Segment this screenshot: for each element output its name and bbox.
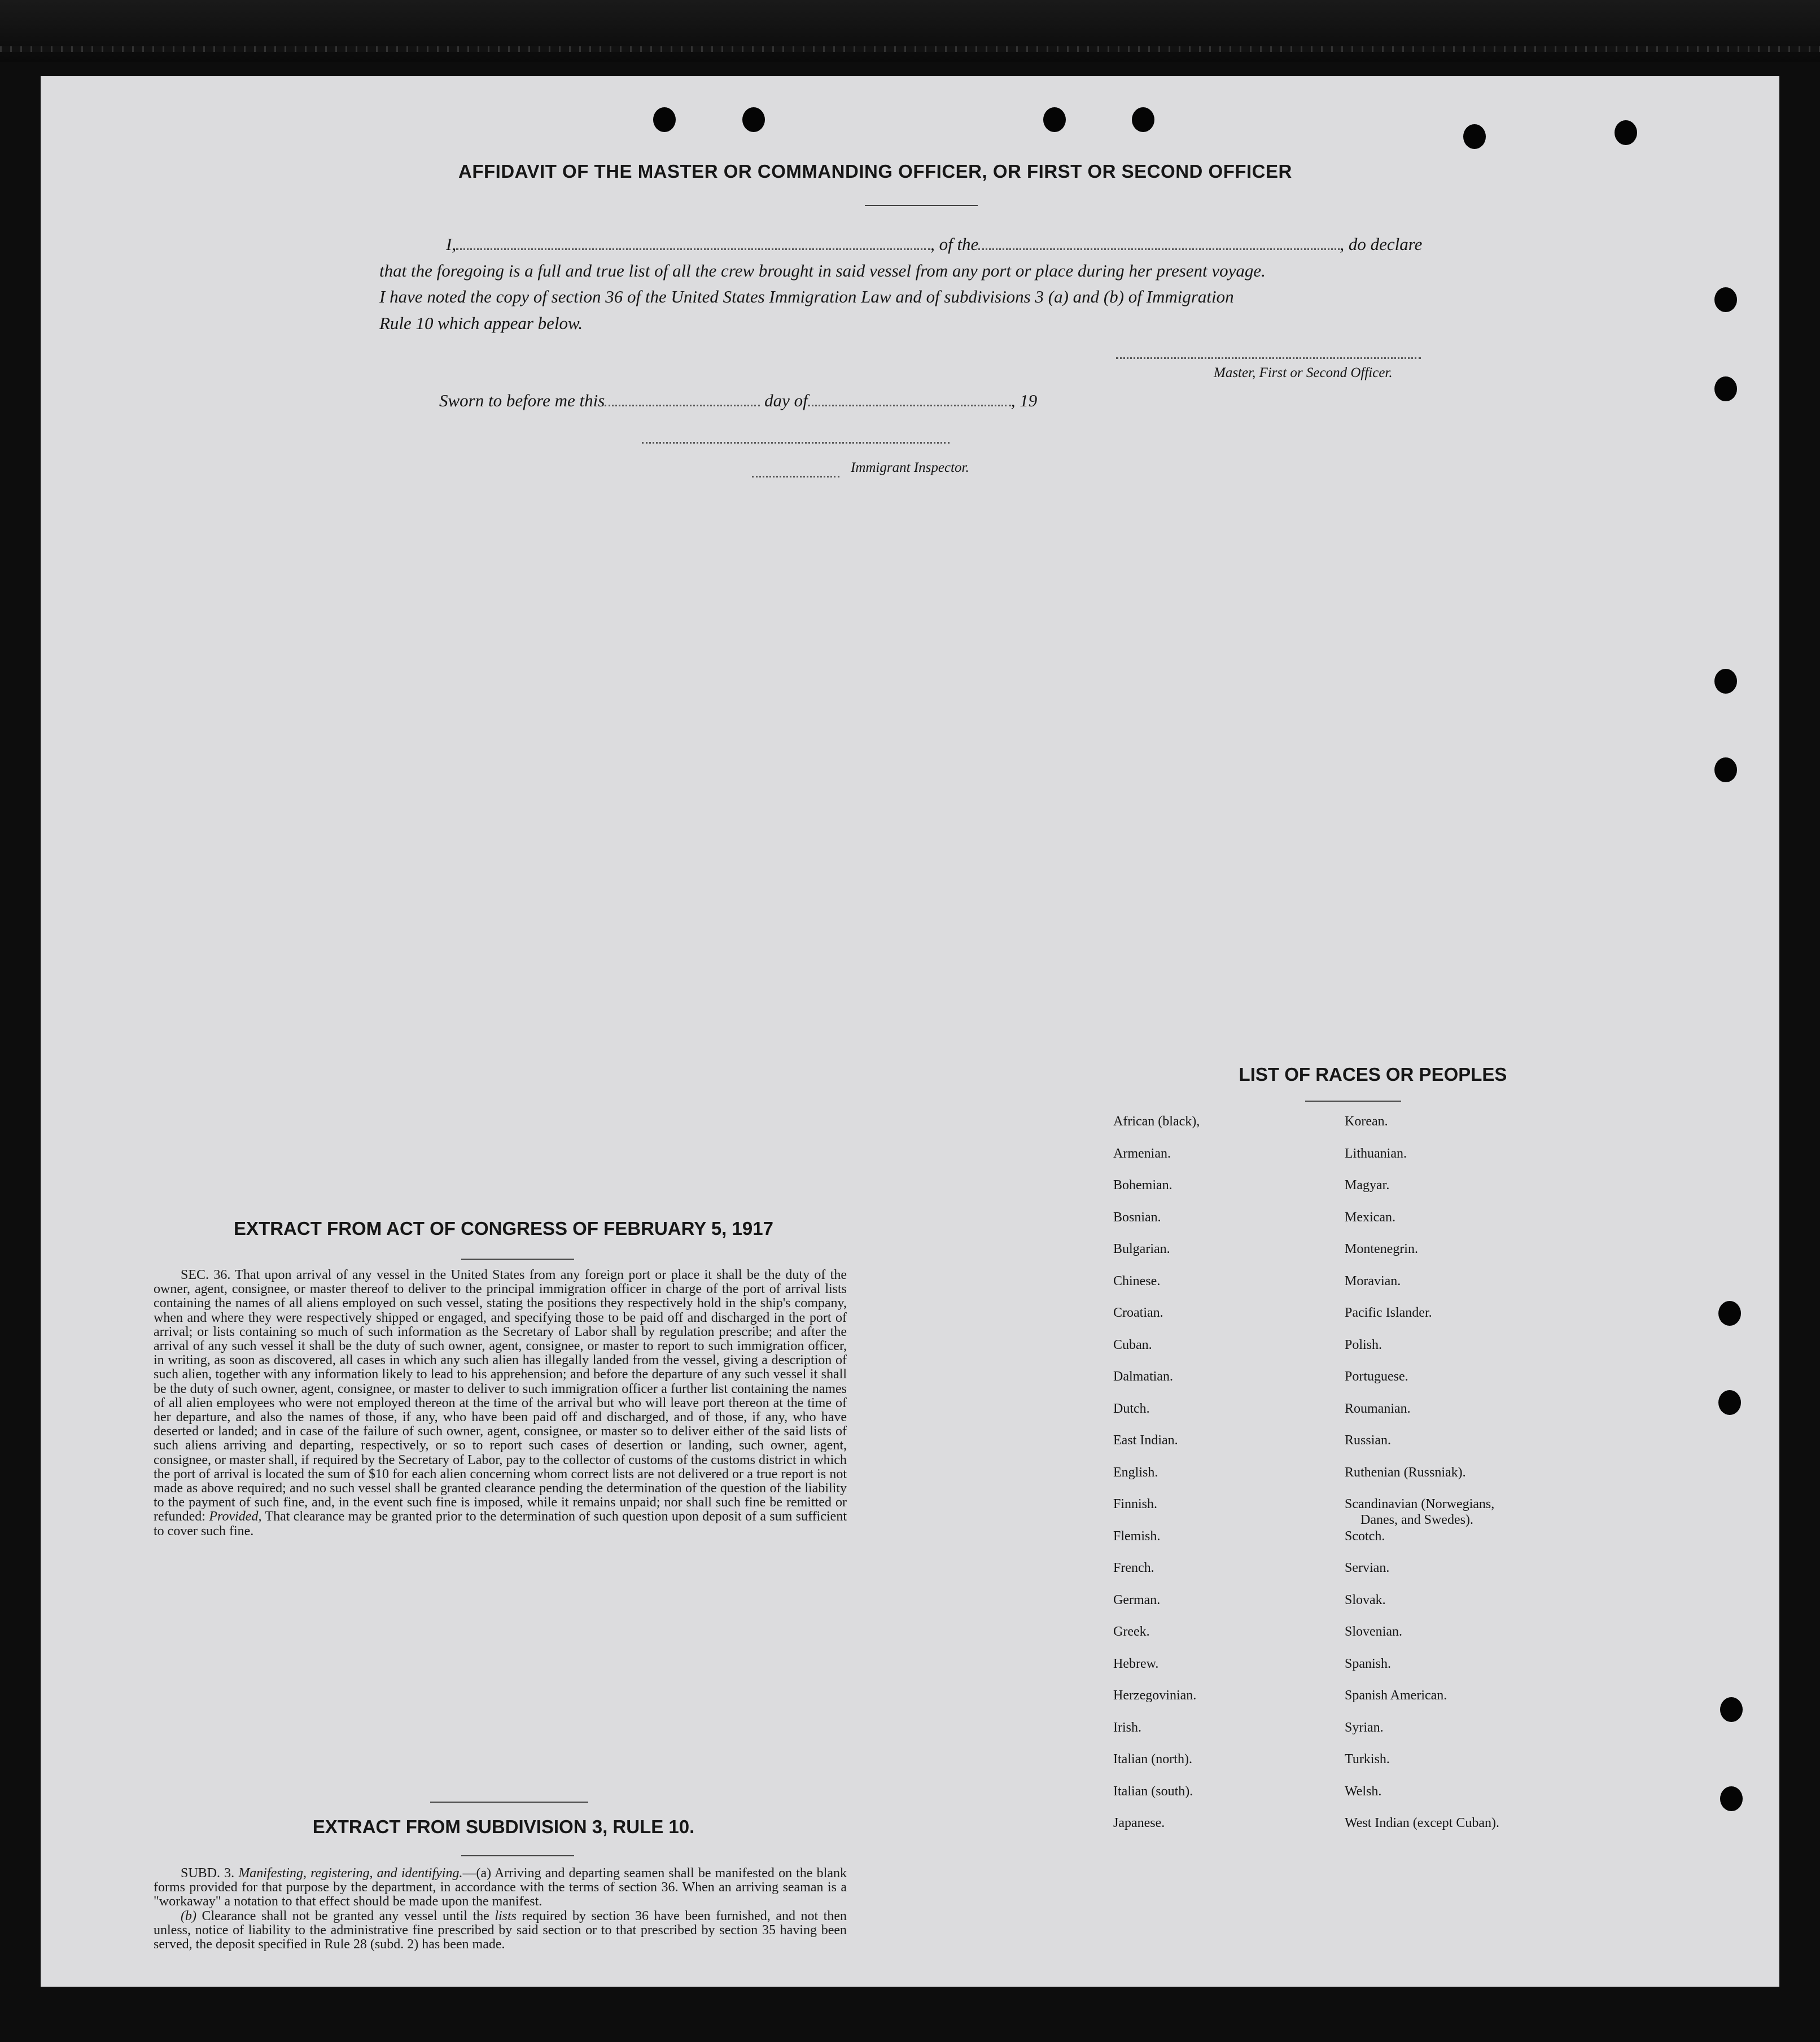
race-item-scandinavian: Scandinavian (Norwegians,: [1345, 1497, 1495, 1511]
punch-hole: [1615, 120, 1637, 145]
race-item: Herzegovinian.: [1113, 1688, 1197, 1703]
punch-hole: [1714, 669, 1737, 694]
race-item: African (black),: [1113, 1114, 1200, 1129]
month-blank[interactable]: [808, 391, 1011, 406]
affidavit-line-3: I have noted the copy of section 36 of the United States Immigration Law and of subdivisions 3 (a) and (b) of Immigration: [379, 287, 1234, 306]
race-item: Flemish.: [1113, 1528, 1161, 1544]
sworn-year: , 19: [1010, 391, 1038, 410]
race-item: Croatian.: [1113, 1305, 1163, 1320]
para-a-text: Arriving and departing seamen shall be manifested on the blank forms provided for that purpose by the department, in accordance with the terms of section 36. When an arriving seaman is a "workaway" a notation to that effect should be made upon the manifest.: [154, 1866, 847, 1909]
race-item: East Indian.: [1113, 1433, 1178, 1448]
punch-hole: [1720, 1697, 1743, 1722]
sec-label: SEC. 36.: [181, 1268, 231, 1282]
race-item: Greek.: [1113, 1624, 1150, 1639]
subd-heading: Manifesting, registering, and identifying.: [238, 1866, 463, 1881]
race-item: Syrian.: [1345, 1720, 1384, 1735]
race-item: Spanish American.: [1345, 1688, 1447, 1703]
race-item: Cuban.: [1113, 1337, 1152, 1352]
race-item: [1345, 1496, 1499, 1528]
inspector-signature-label: Immigrant Inspector.: [851, 460, 969, 475]
race-item: Slovenian.: [1345, 1624, 1402, 1639]
rule-extract-body: [154, 1866, 847, 1952]
sworn-prefix: Sworn to before me this: [439, 391, 605, 410]
para-b-text-1: Clearance shall not be granted any vessel until the: [196, 1908, 495, 1923]
punch-hole: [1043, 107, 1066, 132]
race-item: Bohemian.: [1113, 1178, 1172, 1193]
punch-hole: [1714, 757, 1737, 782]
rule-title-rule: [461, 1855, 574, 1856]
punch-hole: [1463, 124, 1486, 149]
race-item: West Indian (except Cuban).: [1345, 1816, 1499, 1830]
punch-hole: [1132, 107, 1154, 132]
race-item: Dutch.: [1113, 1401, 1150, 1416]
sworn-day-of: day of: [764, 391, 808, 410]
para-a-marker: —(a): [462, 1866, 492, 1881]
race-item: Spanish.: [1345, 1656, 1392, 1671]
officer-signature-line[interactable]: [1116, 357, 1421, 359]
punch-hole: [1718, 1390, 1741, 1415]
act-extract-title: EXTRACT FROM ACT OF CONGRESS OF FEBRUARY 5, 1917: [234, 1218, 773, 1239]
race-item: Dalmatian.: [1113, 1369, 1173, 1384]
races-left-column: [1113, 1114, 1200, 1847]
affidavit-line-2: that the foregoing is a full and true list of all the crew brought in said vessel from any port or place during her present voyage.: [379, 261, 1266, 281]
punch-hole: [742, 107, 765, 132]
affidavit-i: I,: [446, 234, 457, 254]
race-item: Korean.: [1345, 1114, 1388, 1129]
para-b-text-2: required by section 36 have been furnished, and not then unless, notice of liability to the administrative fine prescribed by said section or to that prescribed by section 35 having been served, the deposit specified in Rule 28 (subd. 2) has been made.: [154, 1908, 847, 1952]
race-item: Moravian.: [1345, 1273, 1401, 1289]
race-item: Bulgarian.: [1113, 1242, 1170, 1256]
act-title-rule: [461, 1259, 574, 1260]
act-text-2: That clearance may be granted prior to the determination of such question upon deposit of a sum sufficient to cover such fine.: [154, 1509, 847, 1539]
para-b-lists: lists: [495, 1908, 517, 1923]
race-item: Scotch.: [1345, 1528, 1385, 1544]
para-b-marker: (b): [181, 1908, 196, 1923]
act-extract-body: [154, 1268, 847, 1539]
subd-label: SUBD. 3.: [181, 1866, 235, 1881]
race-item: Chinese.: [1113, 1273, 1161, 1289]
race-item: Irish.: [1113, 1720, 1141, 1735]
affidavit-title: AFFIDAVIT OF THE MASTER OR COMMANDING OFFICER, OR FIRST OR SECOND OFFICER: [458, 161, 1292, 182]
race-item: Turkish.: [1345, 1752, 1390, 1767]
race-item: Bosnian.: [1113, 1210, 1161, 1225]
race-item-scandinavian-cont: Danes, and Swedes).: [1360, 1513, 1473, 1527]
affidavit-declare: , do declare: [1340, 234, 1423, 254]
vessel-blank[interactable]: [978, 235, 1340, 250]
race-item: Servian.: [1345, 1561, 1390, 1575]
inspector-signature-line-short[interactable]: [752, 476, 839, 477]
day-blank[interactable]: [605, 391, 760, 406]
race-item: Slovak.: [1345, 1592, 1386, 1607]
race-item: Roumanian.: [1345, 1401, 1411, 1416]
scanner-top-strip: [0, 0, 1820, 62]
affidavit-of-the: , of the: [930, 234, 979, 254]
race-item: Armenian.: [1113, 1146, 1171, 1161]
punch-hole: [653, 107, 676, 132]
race-item: Portuguese.: [1345, 1369, 1408, 1384]
race-item: Magyar.: [1345, 1178, 1390, 1193]
race-item: Pacific Islander.: [1345, 1305, 1432, 1320]
title-rule: [865, 205, 978, 206]
punch-hole: [1714, 376, 1737, 401]
race-item: Polish.: [1345, 1337, 1383, 1352]
race-item: Ruthenian (Russniak).: [1345, 1465, 1466, 1480]
races-title: LIST OF RACES OR PEOPLES: [1239, 1064, 1507, 1085]
race-item: Welsh.: [1345, 1784, 1382, 1799]
race-item: Italian (south).: [1113, 1784, 1193, 1799]
document-page: [41, 76, 1779, 1987]
race-item: German.: [1113, 1592, 1161, 1607]
section-divider: [430, 1802, 588, 1803]
rule-extract-title: EXTRACT FROM SUBDIVISION 3, RULE 10.: [312, 1816, 695, 1837]
act-text-1: That upon arrival of any vessel in the United States from any foreign port or place it shall be the duty of the owner, agent, consignee, or master thereof to deliver to the principal immigration officer in charge of the port of arrival lists containing the names of all aliens employed on such vessel, stating the positions they respectively hold in the ship's company, when and where they were respectively shipped or engaged, and specifying those to be paid off and discharged in the port of arrival; or lists containing so much of such information as the Secretary of Labor shall by regulation prescribe; and after the arrival of any such vessel it shall be the duty of such owner, agent, consignee, or master to report to such immigration officer, in writing, as soon as discovered, all cases in which any such alien has illegally landed from the vessel, giving a description of such alien, together with any information likely to lead to his apprehension; and before the departure of any such vessel it shall be the duty of such owner, agent, consignee, or master to deliver to such immigration officer a further list containing the names of all alien employees who were not employed thereon at the time of the arrival but who will leave port thereon at the time of her departure, and also the names of those, if any, who have been paid off and discharged, and of those, if any, who have deserted or landed; and in case of the failure of such owner, agent, consignee, or master so to deliver either of the said lists of such aliens arriving and departing, respectively, or so to report such cases of desertion or landing, such owner, agent, consignee, or master shall, if required by the Secretary of Labor, pay to the collector of customs of the customs district in which the port of arrival is located the sum of $10 for each alien concerning whom correct lists are not delivered or a true report is not made as above required; and no such vessel shall be granted clearance pending the determination of the question of the liability to the payment of such fine, and, in the event such fine is imposed, while it remains unpaid; nor shall such fine be remitted or refunded:: [154, 1268, 847, 1524]
race-item: English.: [1113, 1465, 1158, 1480]
officer-signature-label: Master, First or Second Officer.: [1214, 365, 1393, 380]
race-item: French.: [1113, 1561, 1154, 1575]
name-blank[interactable]: [456, 235, 930, 250]
race-item: Japanese.: [1113, 1816, 1165, 1830]
affidavit-line-4: Rule 10 which appear below.: [379, 313, 583, 333]
race-item: Lithuanian.: [1345, 1146, 1407, 1161]
punch-hole: [1720, 1786, 1743, 1811]
inspector-signature-line[interactable]: [642, 442, 950, 444]
race-item: Finnish.: [1113, 1497, 1158, 1511]
punch-hole: [1714, 287, 1737, 312]
race-item: Mexican.: [1345, 1210, 1395, 1225]
race-item: Montenegrin.: [1345, 1242, 1418, 1256]
punch-hole: [1718, 1301, 1741, 1326]
races-title-rule: [1305, 1101, 1401, 1102]
provided-word: Provided,: [209, 1509, 262, 1524]
race-item: Italian (north).: [1113, 1752, 1192, 1767]
affidavit-line-1: [446, 231, 1422, 257]
sworn-line: [439, 388, 1037, 414]
race-item: Hebrew.: [1113, 1656, 1159, 1671]
race-item: Russian.: [1345, 1433, 1392, 1448]
scanner-ruler: [0, 46, 1820, 52]
races-right-column: [1345, 1114, 1499, 1847]
